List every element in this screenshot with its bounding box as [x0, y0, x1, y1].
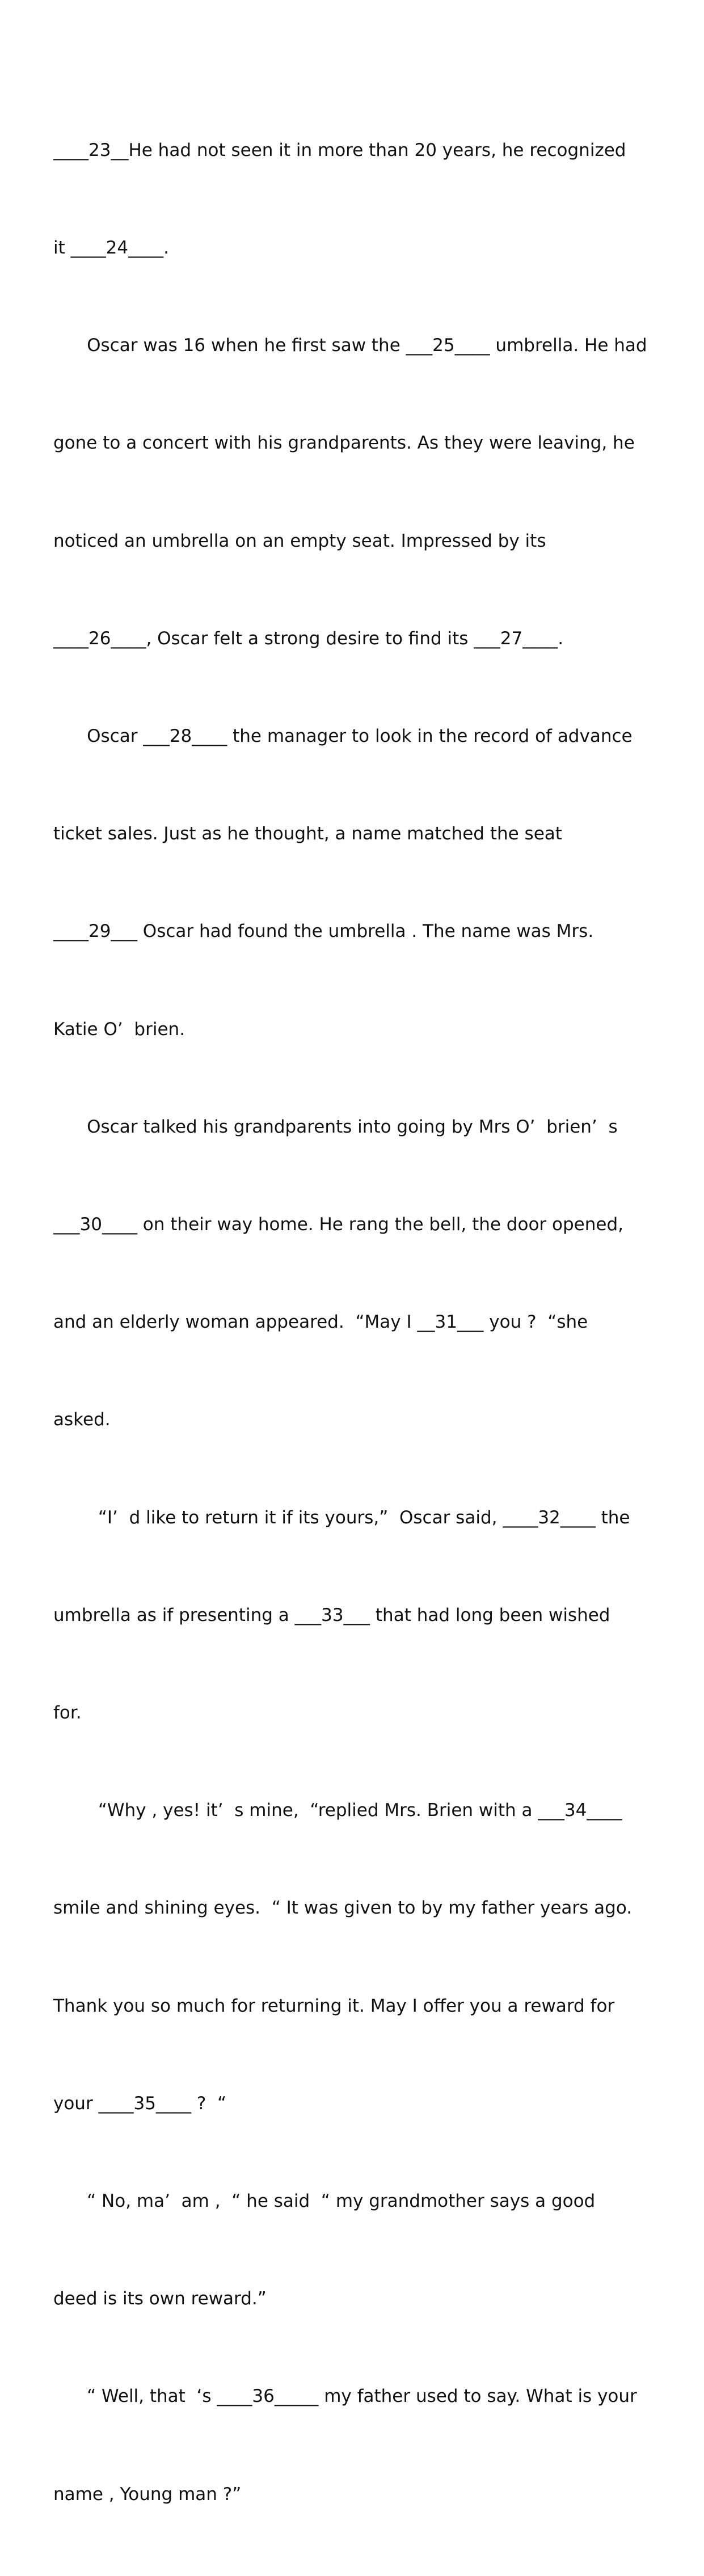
passage-line: Oscar was 16 when he first saw the ___25____ umbrella. He had [53, 335, 647, 356]
passage-line: Thank you so much for returning it. May I offer you a reward for [53, 1995, 615, 2016]
passage-line: for. [53, 1703, 82, 1724]
passage-line: ___30____ on their way home. He rang the bell, the door opened, [53, 1214, 623, 1235]
passage-line: umbrella as if presenting a ___33___ that had long been wished [53, 1604, 610, 1625]
passage-line: asked. [53, 1409, 111, 1430]
passage-line: ____23__He had not seen it in more than 20 years, he recognized [53, 140, 626, 161]
passage-line: Oscar ___28____ the manager to look in the record of advance [53, 726, 633, 747]
passage-line: “Why , yes! it’ s mine, “replied Mrs. Brien with a ___34____ [53, 1800, 622, 1821]
passage-line: Katie O’ brien. [53, 1019, 186, 1040]
cloze-passage [53, 69, 655, 2576]
passage-line: deed is its own reward.” [53, 2288, 267, 2309]
passage-line: smile and shining eyes. “ It was given to by my father years ago. [53, 1898, 633, 1919]
passage-line: it ____24____. [53, 238, 169, 259]
passage-line: “ No, ma’ am , “ he said “ my grandmother says a good [53, 2191, 596, 2212]
passage-line: gone to a concert with his grandparents. As they were leaving, he [53, 433, 635, 454]
passage-line: your ____35____ ? “ [53, 2093, 227, 2114]
passage-line: “ Well, that ‘s ____36_____ my father used to say. What is your [53, 2386, 637, 2407]
passage-line: Oscar talked his grandparents into going by Mrs O’ brien’ s [53, 1116, 618, 1137]
passage-line: “I’ d like to return it if its yours,” Oscar said, ____32____ the [53, 1507, 630, 1528]
passage-line: name , Young man ?” [53, 2484, 242, 2505]
passage-line: ____29___ Oscar had found the umbrella . The name was Mrs. [53, 921, 594, 942]
passage-line: and an elderly woman appeared. “May I __31___ you ? “she [53, 1312, 588, 1333]
passage-line: noticed an umbrella on an empty seat. Impressed by its [53, 530, 546, 551]
passage-line: ticket sales. Just as he thought, a name matched the seat [53, 824, 562, 844]
passage-line: ____26____, Oscar felt a strong desire to find its ___27____. [53, 628, 564, 649]
